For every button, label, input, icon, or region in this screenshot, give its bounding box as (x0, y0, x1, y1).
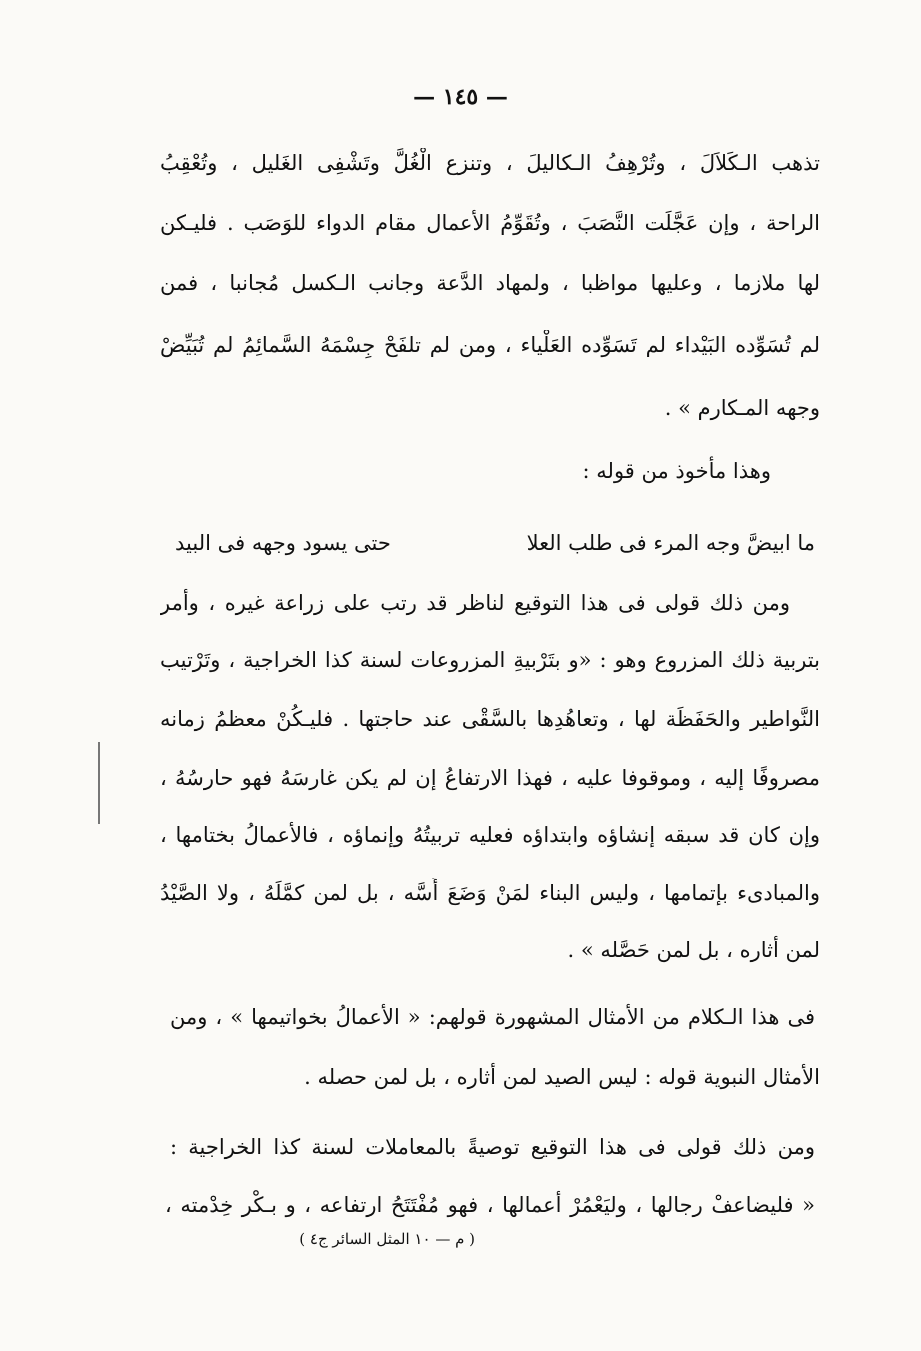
page-number: — ١٤٥ — (413, 84, 508, 110)
footer-signature: ( م — ١٠ المثل السائر ج٤ ) (299, 1230, 475, 1248)
text-line: « فليضاعفْ رجالها ، وليَعْمُرْ أعمالها ، فهو مُفْتَتَحُ ارتفاعه ، و بـكْر خِدْمته ، (165, 1193, 815, 1217)
text-line: الأمثال النبوية قوله : ليس الصيد لمن أثاره ، بل لمن حصله . (304, 1065, 820, 1089)
intro-line: وهذا مأخوذ من قوله : (582, 459, 771, 483)
margin-mark (98, 742, 100, 824)
text-line: فى هذا الـكلام من الأمثال المشهورة قولهم: « الأعمالُ بخواتيمها » ، ومن (170, 1005, 815, 1029)
text-line: ومن ذلك قولى فى هذا التوقيع لناظر قد رتب على زراعة غيره ، وأمر (160, 591, 790, 615)
text-line: لم تُسَوِّده البَيْداء لم تَسَوِّده العَلْياء ، ومن لم تلفَحْ جِسْمَهُ السَّمائِمُ لم تُبَيِّضْ (160, 333, 820, 357)
text-line: تذهب الـكَلاَلَ ، وتُرْهِفُ الـكاليلَ ، وتنزع الْغُلَّ وتَشْفِى الغَليل ، وتُعْقِبُ (160, 151, 820, 175)
text-line: لها ملازما ، وعليها مواظبا ، ولمهاد الدَّعة وجانب الـكسل مُجانبا ، فمن (160, 271, 820, 295)
text-line: وإن كان قد سبقه إنشاؤه وابتداؤه فعليه تربيتُهُ وإنماؤه ، فالأعمالُ بختامها ، (160, 823, 820, 847)
text-line: وجهه المـكارم » . (664, 396, 820, 420)
verse-first-hemistich: ما ابيضَّ وجه المرء فى طلب العلا (526, 531, 815, 555)
verse (175, 528, 815, 558)
text-line: الراحة ، وإن عَجَّلَت النَّصَبَ ، وتُقَوِّمُ الأعمال مقام الدواء للوَصَب . فليـكن (160, 211, 820, 235)
text-line: بتربية ذلك المزروع وهو : «و بتَرْبيةِ المزروعات لسنة كذا الخراجية ، وتَرْتيب (160, 648, 820, 672)
text-line: ومن ذلك قولى فى هذا التوقيع توصيةً بالمعاملات لسنة كذا الخراجية : (170, 1135, 815, 1159)
verse-second-hemistich: حتى يسود وجهه فى البيد (175, 531, 391, 555)
text-line: مصروفًا إليه ، وموقوفا عليه ، فهذا الارتفاعُ إن لم يكن غارسَهُ فهو حارسُهُ ، (160, 766, 820, 790)
text-line: والمبادىء بإتمامها ، وليس البناء لمَنْ وَضَعَ أُسَّه ، بل لمن كمَّلَهُ ، ولا الصَّيْدُ (160, 881, 820, 905)
text-line: لمن أثاره ، بل لمن حَصَّله » . (567, 938, 820, 962)
text-line: النَّواطير والحَفَظَة لها ، وتعاهُدِها بالسَّقْى عند حاجتها . فليـكُنْ معظمُ زمانه (160, 707, 820, 731)
